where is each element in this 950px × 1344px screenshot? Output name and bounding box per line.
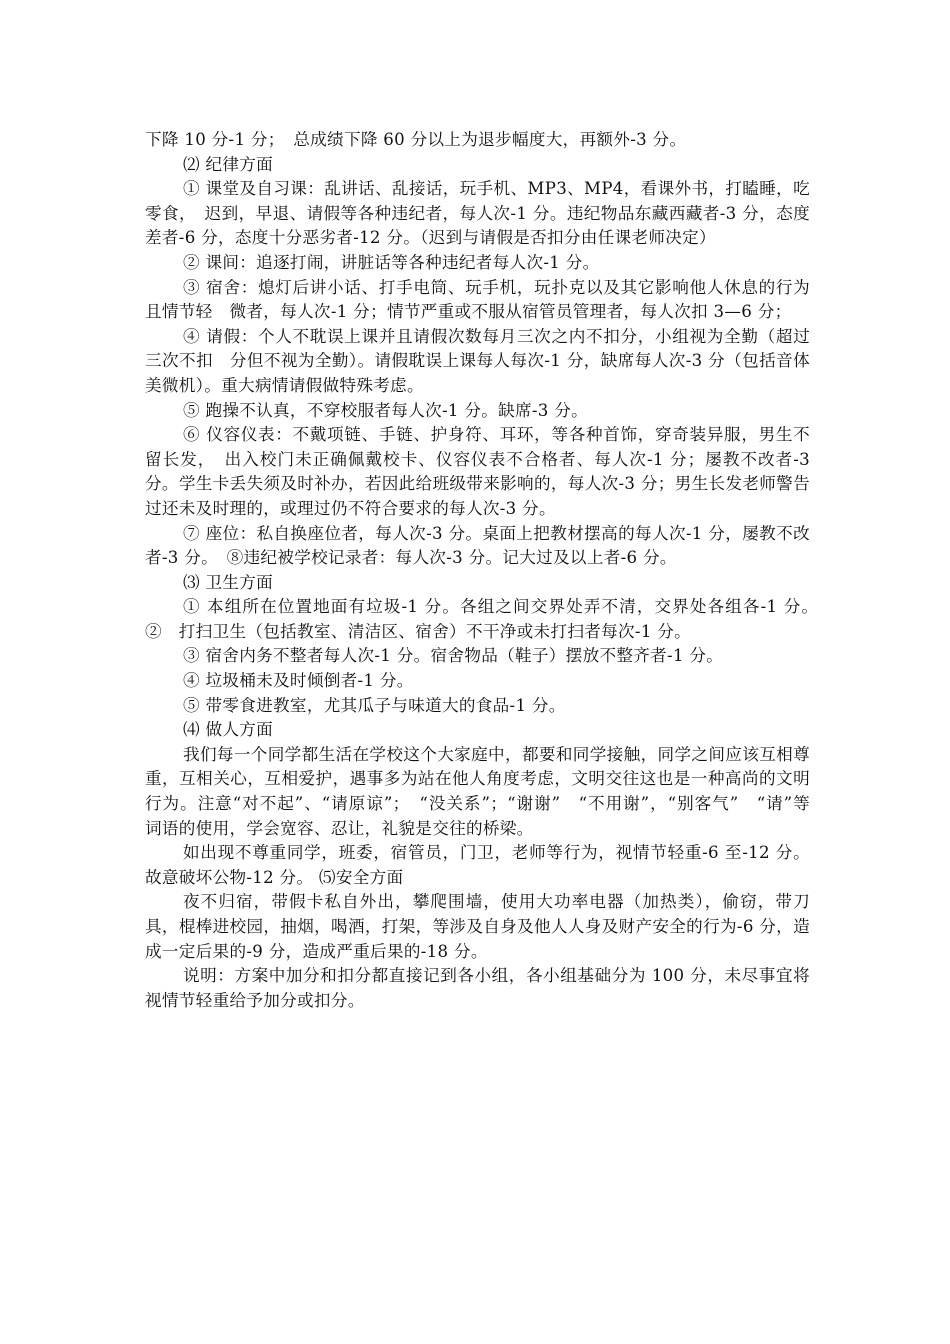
paragraph-safety: 夜不归宿，带假卡私自外出，攀爬围墙，使用大功率电器（加热类），偷窃，带刀具，棍棒进校园，抽烟，喝酒，打架，等涉及自身及他人人身及财产安全的行为-6 分，造成一定后果的-9 分，造成严重后果的-18 分。 (145, 892, 810, 961)
rule-dormitory: ③ 宿舍：熄灯后讲小话、打手电筒、玩手机，玩扑克以及其它影响他人休息的行为且情节轻 微者，每人次-1 分；情节严重或不服从宿管员管理者，每人次扣 3—6 分； (145, 277, 810, 322)
section-heading-discipline: ⑵ 纪律方面 (183, 154, 274, 174)
rule-running-exercise: ⑤ 跑操不认真，不穿校服者每人次-1 分。缺席-3 分。 (183, 400, 589, 420)
rule-snacks: ⑤ 带零食进教室，尤其瓜子与味道大的食品-1 分。 (183, 695, 566, 715)
section-heading-hygiene: ⑶ 卫生方面 (183, 572, 274, 592)
rule-dorm-tidiness: ③ 宿舍内务不整者每人次-1 分。宿舍物品（鞋子）摆放不整齐者-1 分。 (183, 646, 724, 666)
paragraph-note: 说明：方案中加分和扣分都直接记到各小组，各小组基础分为 100 分，未尽事宜将视情节轻重给予加分或扣分。 (145, 966, 810, 1010)
rule-classroom: ① 课堂及自习课：乱讲话、乱接话，玩手机、MP3、MP4，看课外书，打瞌睡，吃零食， 迟到，早退、请假等各种违纪者，每人次-1 分。违纪物品东藏西藏者-3 分，态度差者-6 分，态度十分恶劣者-12 分。（迟到与请假是否扣分由任课老师决定） (145, 179, 810, 248)
document-page (145, 128, 827, 1013)
paragraph-disrespect-penalty: 如出现不尊重同学，班委，宿管员，门卫，老师等行为，视情节轻重-6 至-12 分。故意破坏公物-12 分。 ⑸安全方面 (145, 843, 810, 887)
paragraph-score-drop: 下降 10 分-1 分； 总成绩下降 60 分以上为退步幅度大，再额外-3 分。 (145, 130, 687, 149)
rule-leave: ④ 请假：个人不耽误上课并且请假次数每月三次之内不扣分，小组视为全勤（超过三次不扣 分但不视为全勤）。请假耽误上课每人每次-1 分，缺席每人次-3 分（包括音体美微机）。重大病情请假做特殊考虑。 (145, 326, 810, 395)
section-heading-conduct: ⑷ 做人方面 (183, 720, 274, 740)
rule-seating: ⑦ 座位：私自换座位者，每人次-3 分。桌面上把教材摆高的每人次-1 分，屡教不改者-3 分。 ⑧违纪被学校记录者：每人次-3 分。记大过及以上者-6 分。 (145, 523, 810, 568)
paragraph-respect: 我们每一个同学都生活在学校这个大家庭中，都要和同学接触，同学之间应该互相尊重，互相关心，互相爱护，遇事多为站在他人角度考虑，文明交往这也是一种高尚的文明行为。注意“对不起”、“请原谅”； “没关系”；“谢谢” “不用谢”，“别客气” “请”等 词语的使用，学会宽容、忍让，礼貌是交往的桥梁。 (145, 744, 827, 838)
rule-appearance: ⑥ 仪容仪表：不戴项链、手链、护身符、耳环，等各种首饰，穿奇装异服，男生不留长发， 出入校门未正确佩戴校卡、仪容仪表不合格者、每人次-1 分；屡教不改者-3 分。学生卡丢失须及时补办，若因此给班级带来影响的，每人次-3 分；男生长发老师警告过还未及时理的，或理过仍不符合要求的每人次-3 分。 (145, 425, 810, 518)
rule-floor-garbage: ① 本组所在位置地面有垃圾-1 分。各组之间交界处弄不清，交界处各组各-1 分。 ② 打扫卫生（包括教室、清洁区、宿舍）不干净或未打扫者每次-1 分。 (145, 597, 827, 641)
rule-trash-bin: ④ 垃圾桶未及时倾倒者-1 分。 (183, 671, 414, 691)
rule-break-time: ② 课间：追逐打闹，讲脏话等各种违纪者每人次-1 分。 (183, 252, 600, 272)
